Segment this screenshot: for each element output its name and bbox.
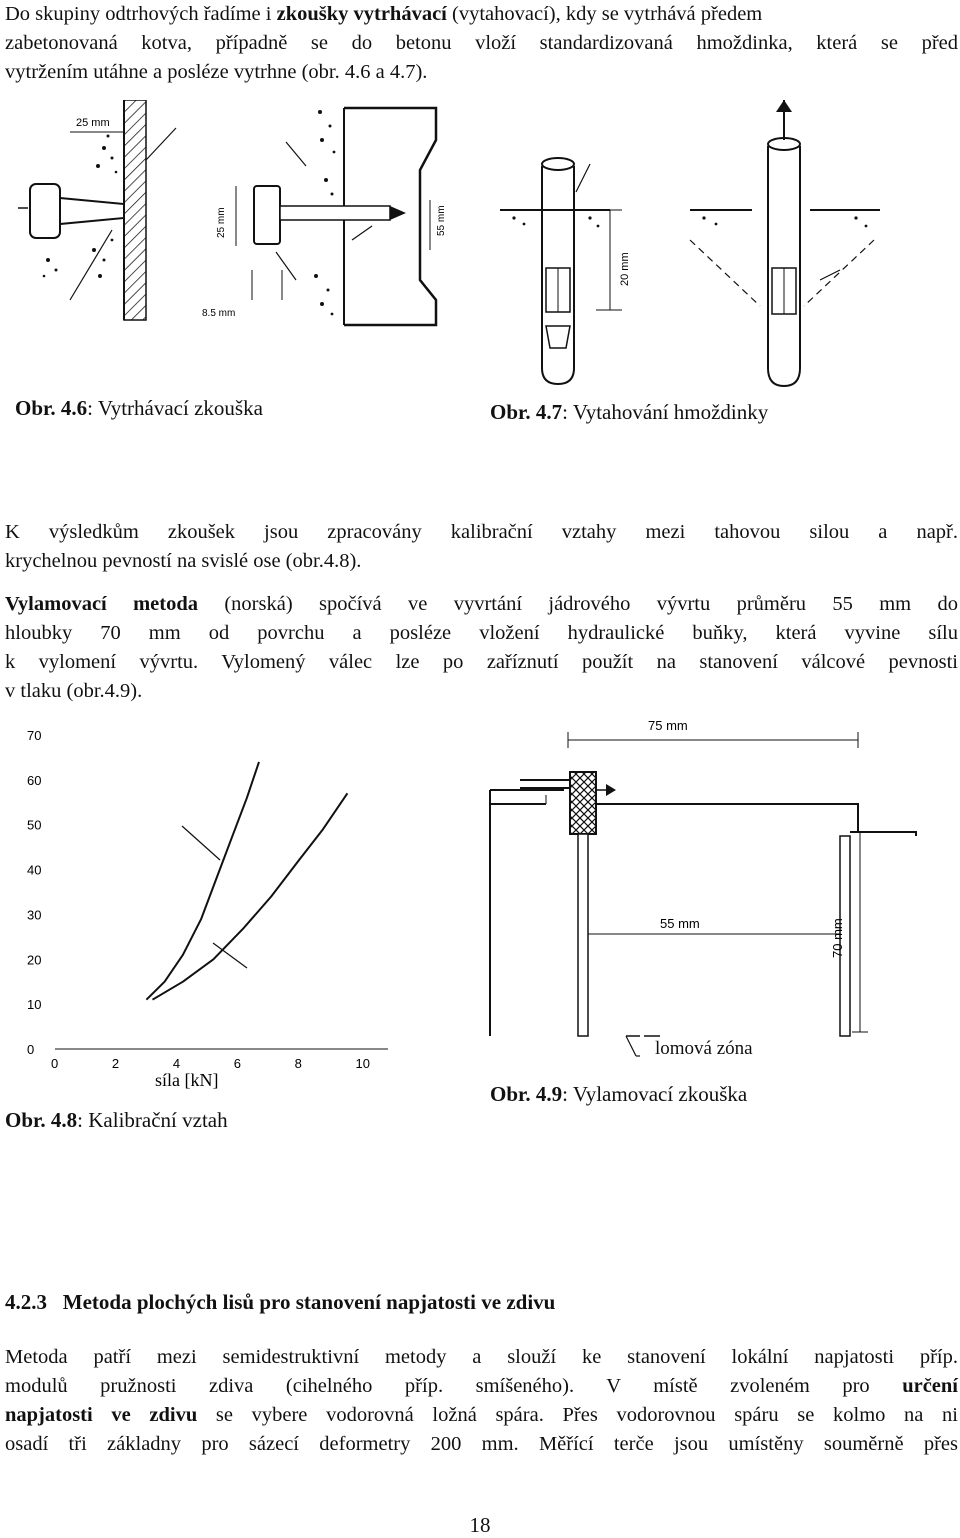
dim-20mm: 20 mm [619,252,631,286]
flatjack-line-4: osadí tři základny pro sázecí deformetry 200 mm. Měřící terče jsou umístěny souměrně přes [5,1433,958,1455]
anchor-disc [254,186,280,244]
x-tick-label: 4 [172,1056,181,1071]
page-number: 18 [469,1513,491,1537]
term-pullout-tests: zkoušky vytrhávací [276,3,447,25]
breakoff-zone-label: lomová zóna [655,1038,753,1059]
term-masonry-stress: napjatosti ve zdivu [5,1404,198,1426]
caption-fig-4-8: Obr. 4.8: Kalibrační vztah [5,1108,228,1132]
breakoff-line-3: k vylomení vývrtu. Vylomený válec lze po zaříznutí použít na stanovení válcové pevnosti [5,651,958,673]
pull-arrow-head [776,100,792,112]
dim-25mm-b: 25 mm [216,207,227,238]
y-tick-label: 20 [27,952,42,968]
term-determination: určení [902,1375,958,1397]
intro-line-1: Do skupiny odtrhových řadíme i zkoušky vytrhávací (vytahovací), kdy se vytrhává předem [5,3,763,25]
curve-pointer-1 [182,826,220,860]
x-tick-label: 6 [233,1056,241,1071]
dim-25mm-a: 25 mm [76,117,110,129]
pull-rod [280,206,390,220]
section-number: 4.2.3 [5,1290,47,1314]
dim-55mm: 55 mm [436,205,447,236]
x-axis-ticks [51,1056,370,1071]
breakoff-line-1: Vylamovací metoda (norská) spočívá ve vyvrtání jádrového vývrtu průměru 55 mm do [5,593,958,615]
dim-75mm: 75 mm [648,718,688,733]
y-tick-label: 60 [27,772,42,788]
hydraulic-cell [570,772,596,834]
y-tick-label: 30 [27,907,42,923]
flatjack-line-3: napjatosti ve zdivu se vybere vodorovná ložná spára. Přes vodorovnou spáru se kolmo na ni [5,1404,959,1426]
calibration-curves [146,762,347,1000]
breakoff-line-4: v tlaku (obr.4.9). [5,680,143,702]
y-axis-ticks [27,728,41,1057]
intro-line-2: zabetonovaná kotva, případně se do betonu vloží standardizovaná hmoždinka, která se před [5,32,958,54]
x-tick-label: 8 [294,1056,302,1071]
figure-4-6-drawing [0,100,480,400]
calibration-line-1: K výsledkům zkoušek jsou zpracovány kalibrační vztahy mezi tahovou silou a např. [5,521,958,543]
x-tick-label: 2 [111,1056,120,1071]
calibration-paragraph [5,518,958,576]
x-tick-label: 0 [51,1056,59,1071]
flatjack-line-1: Metoda patří mezi semidestruktivní metody a slouží ke stanovení lokální napjatosti příp. [5,1346,958,1368]
pull-direction-arrow [390,206,406,220]
calibration-line-2: krychelnou pevností na svislé ose (obr.4.8). [5,550,362,572]
dim-55mm-core: 55 mm [660,916,700,931]
anchor-shaft [60,198,124,224]
borehole-right [768,146,800,386]
x-axis-label: síla [kN] [155,1070,219,1090]
y-tick-label: 50 [27,817,42,833]
y-tick-label: 40 [27,862,42,878]
x-tick-label: 10 [355,1056,371,1071]
section-title: Metoda plochých lisů pro stanovení napjatosti ve zdivu [62,1290,556,1314]
calibration-chart [0,720,420,1100]
intro-paragraph [5,0,958,87]
core-slot-left [578,834,588,1036]
flatjack-line-2: modulů pružnosti zdiva (cihelného příp. smíšeného). V místě zvoleném pro určení [5,1375,958,1397]
y-tick-label: 10 [27,997,42,1013]
dim-8-5mm: 8.5 mm [202,308,236,319]
anchor-head [30,184,60,238]
calibration-curve-2 [153,793,348,999]
flatjack-paragraph [5,1343,958,1459]
failure-cone-left [690,240,760,306]
figure-4-7-drawing [480,100,960,400]
failure-cone-right [804,240,874,306]
intro-line-3: vytržením utáhne a posléze vytrhne (obr. 4.6 a 4.7). [5,61,428,83]
load-arrow [606,784,616,796]
concrete-wall-section [124,100,146,320]
dim-70mm: 70 mm [830,918,845,958]
caption-fig-4-9: Obr. 4.9: Vylamovací zkouška [490,1082,748,1106]
caption-fig-4-7: Obr. 4.7: Vytahování hmoždinky [490,400,769,424]
caption-fig-4-6: Obr. 4.6: Vytrhávací zkouška [15,396,263,420]
y-tick-label: 70 [27,728,42,743]
y-tick-label: 0 [27,1042,35,1057]
breakoff-line-2: hloubky 70 mm od povrchu a posléze vložení hydraulické buňky, která vyvine sílu [5,622,958,644]
breakoff-paragraph [5,590,958,706]
section-heading [5,1290,555,1315]
figure-4-9-drawing [480,710,960,1060]
term-breakoff-method: Vylamovací metoda [5,593,198,615]
